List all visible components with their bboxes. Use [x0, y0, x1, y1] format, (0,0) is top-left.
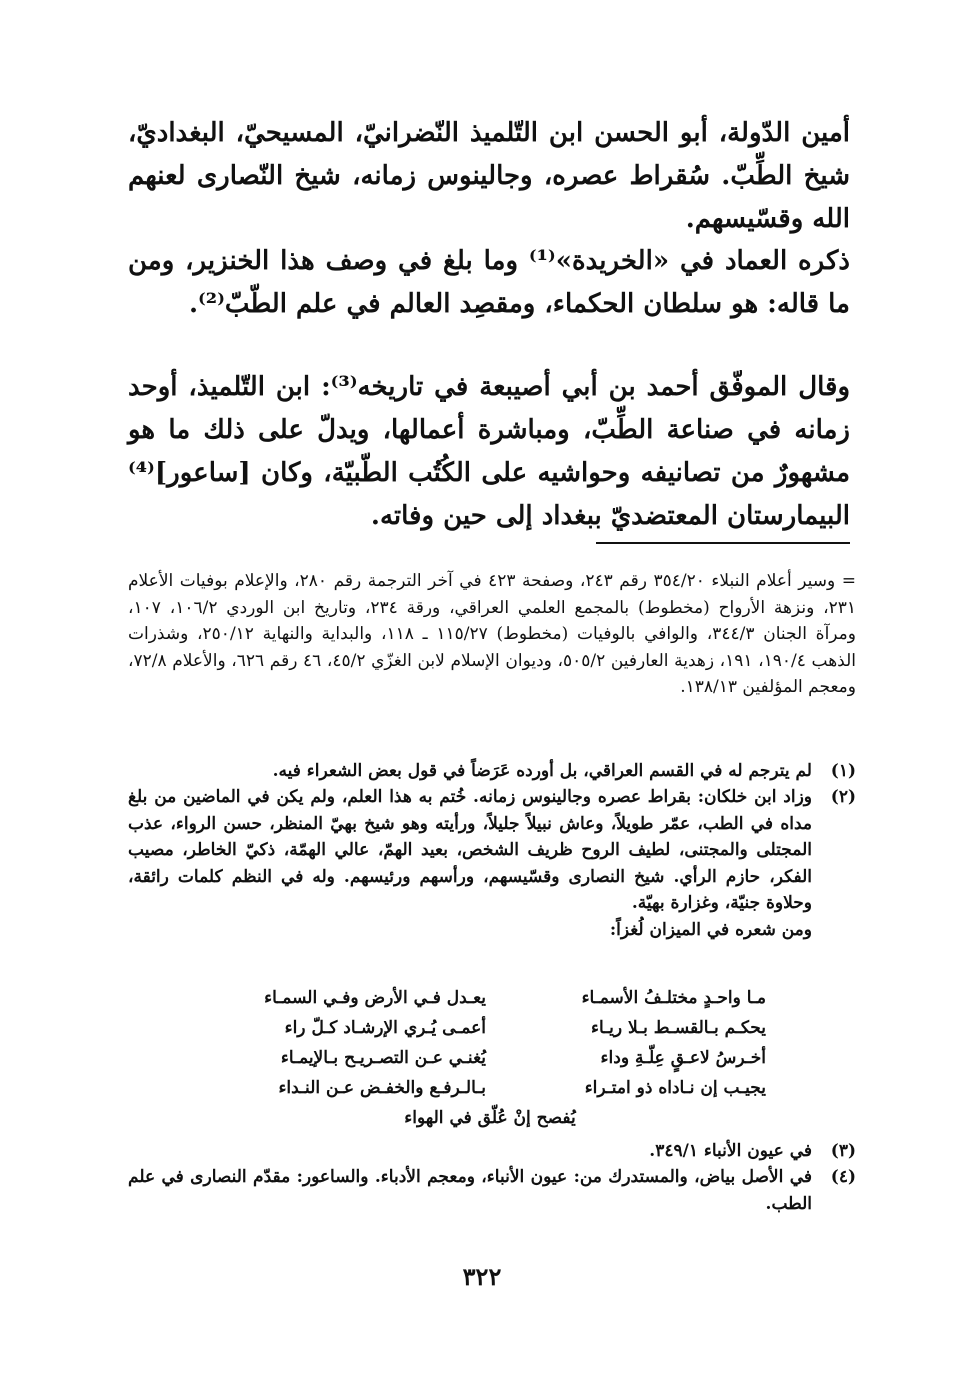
verse-second-hemistichs — [224, 983, 486, 1103]
footnote-2 — [128, 784, 856, 943]
footnote-continuation: = وسير أعلام النبلاء ٣٥٤/٢٠ رقم ٢٤٣، وصفحة ٤٢٣ في آخر الترجمة رقم ٢٨٠، والإعلام بوفيات الأعلام ٢٣١، ونزهة الأرواح (مخطوط) بالمجمع العلمي العراقي، ورقة ٢٣٤، وتاريخ ابن الوردي ١٠٦/٢، ١٠٧، ومرآة الجنان ٣٤٤/٣، والوافي بالوفيات (مخطوط) ١١٥/٢٧ ـ ١١٨، والبداية والنهاية ٢٥٠/١٢، وشذرات الذهب ١٩٠/٤، ١٩١، زهدية العارفين ٥٠٥/٢، وديوان الإسلام لابن الغزّي ٤٥/٢، ٤٦ رقم ٦٢٦، والأعلام ٧٢/٨، ومعجم المؤلفين ١٣٨/١٣. — [128, 571, 857, 697]
paragraph-2: ذكره العماد في «الخريدة»⁽¹⁾ وما بلغ في وصف هذا الخنزير، ومن ما قاله: هو سلطان الحكماء، ومقصِد العالم في علم الطّبّ⁽²⁾. — [128, 246, 850, 319]
verse-line: يعـدل فـي الأرض وفـي السمـاء — [264, 988, 486, 1008]
verse-final-line: يُفصح إنْ عُلّق في الهواء — [404, 1108, 576, 1128]
paragraph-1: أمين الدّولة، أبو الحسن ابن التّلميذ النّضرانيّ، المسيحيّ، البغداديّ، شيخ الطِّبّ. سُقراط عصره، وجالينوس زمانه، شيخ النّصارى لعنهم الله وقسّيسهم. — [128, 118, 850, 234]
footnote-separator — [596, 542, 850, 544]
verse-line: يجيـب إن نـاداه ذو امتـراء — [584, 1078, 766, 1098]
verse-line: يحكـم بـالقسـط بـلا ريـاء — [590, 1018, 766, 1038]
footnote-2-number: (٢) — [830, 787, 856, 807]
footnote-3-number: (٣) — [830, 1141, 856, 1161]
footnote-1-number: (١) — [830, 761, 856, 781]
footnote-1-text: لم يترجم له في القسم العراقي، بل أورده عَرَضاً في قول بعض الشعراء فيه. — [272, 761, 812, 781]
verse-first-hemistichs — [516, 983, 766, 1103]
footnote-2-verse-intro: ومن شعره في الميزان لُغزاً: — [609, 919, 812, 940]
footnote-4-number: (٤) — [830, 1167, 856, 1187]
verse-line: يُغنـي عـن التصـريـح بـالإيمـاء — [280, 1048, 486, 1068]
verse-line: مـا واحـدٍ مختلـفُ الأسمـاء — [581, 988, 766, 1008]
page-number: ٣٢٢ — [462, 1262, 502, 1291]
footnote-4 — [128, 1164, 856, 1217]
footnote-4-text: في الأصل بياض، والمستدرك من: عيون الأنباء، ومعجم الأدباء. والساعور: مقدّم النصارى في علم الطب. — [128, 1167, 812, 1214]
paragraph-3: وقال الموفّق أحمد بن أبي أصيبعة في تاريخه⁽³⁾: ابن التّلميذ، أوحد زمانه في صناعة الطِّبّ، ومباشرة أعمالها، ويدلّ على ذلك ما هو مشهورٌ من تصانيفه وحواشيه على الكُتُب الطّبيّة، وكان [ساعور]⁽⁴⁾ البيمارستان المعتضديّ ببغداد إلى حين وفاته. — [128, 372, 850, 531]
footnote-3 — [128, 1138, 856, 1165]
footnote-1 — [128, 758, 856, 785]
footnote-3-text: في عيون الأنباء ٣٤٩/١. — [649, 1141, 812, 1161]
footnote-2-text: وزاد ابن خلكان: بقراط عصره وجالينوس زمانه. خُتم به هذا العلم، ولم يكن في الماضين من بلغ مداه في الطب، عمّر طويلاً، وعاش نبيلاً جليلاً، ورأيته وهو شيخ بهيّ المنظر، حسن الرواء، عذب المجتلى والمجتنى، لطيف الروح ظريف الشخص، بعيد الهمّ، عالي الهمّة، ذكيّ الخاطر، مصيب الفكر، حازم الرأي. شيخ النصارى وقسّيسهم، ورأسهم ورئيسهم. وله في النظم كلمات رائقة، وحلاوة جنيّة، وغزارة بهيّة. — [128, 787, 812, 913]
verse-line: أعمـى يُـري الإرشـاد كـلّ راء — [284, 1018, 486, 1038]
verse-line: بـالـرفـع والخفـض عـن النـداء — [278, 1078, 486, 1098]
verse-line: أخـرسُ لاعـقٍ عِلّـةِ وداء — [600, 1048, 766, 1068]
